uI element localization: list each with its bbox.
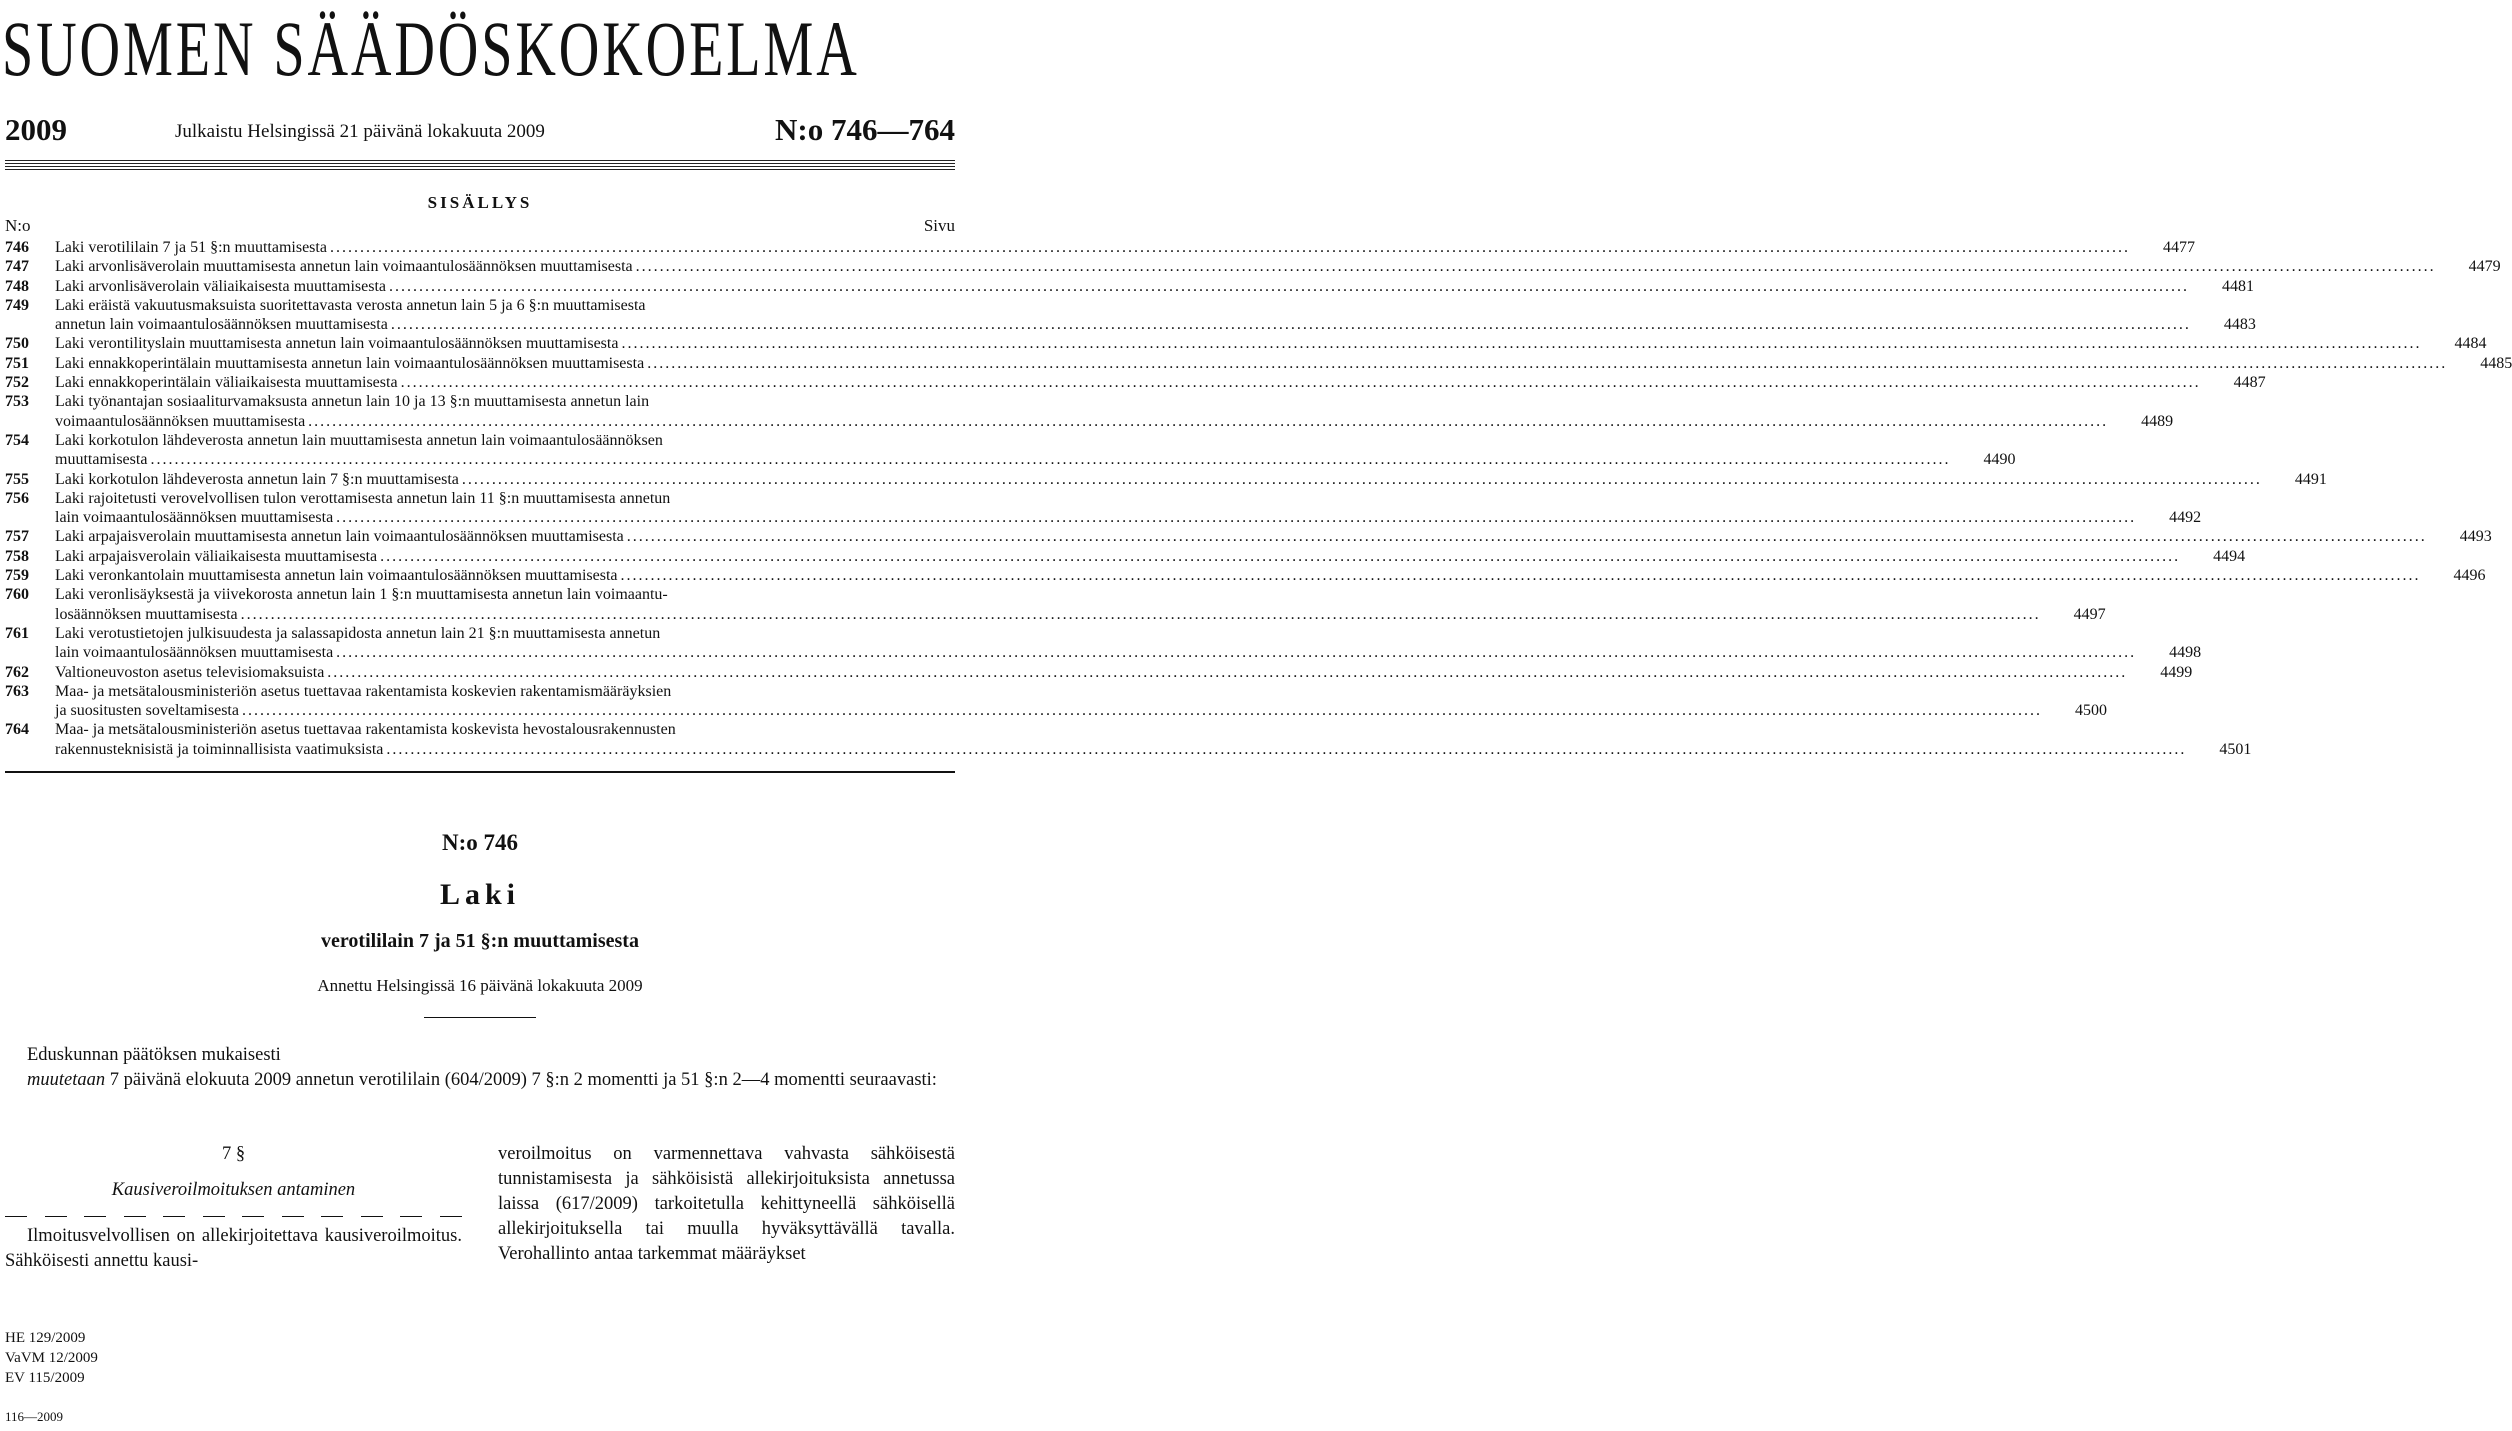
toc-entry-title: voimaantulosäännöksen muuttamisesta: [55, 412, 306, 430]
toc-entry-number: 762: [5, 663, 29, 681]
toc-entry-number: 755: [5, 470, 29, 488]
preamble-amend-verb: muutetaan: [27, 1070, 106, 1090]
legislative-references: [5, 1328, 98, 1388]
toc-entry-title: Laki työnantajan sosiaaliturvamaksusta annetun lain 10 ja 13 §:n muuttamisesta annetun lain: [55, 393, 650, 411]
toc-leader-dots: ............................................................................................................................................................................................................................................................................................................: [461, 470, 2262, 488]
toc-entry-title: Laki korkotulon lähdeverosta annetun lain muuttamisesta annetun lain voimaantulosäännöksen: [55, 431, 663, 449]
toc-entry-title: Valtioneuvoston asetus televisiomaksuista: [55, 663, 325, 681]
toc-entry-page: 4489: [2141, 412, 2174, 430]
toc-entry: [5, 277, 2255, 296]
toc-entry-title: annetun lain voimaantulosäännöksen muuttamisesta: [55, 316, 388, 334]
toc-entry-title: Laki arpajaisverolain muuttamisesta annetun lain voimaantulosäännöksen muuttamisesta: [55, 528, 624, 546]
toc-entry-page: 4492: [2169, 509, 2202, 527]
preamble-amendment: [5, 1068, 955, 1093]
table-of-contents: [5, 238, 2512, 759]
title-rule: [424, 1017, 536, 1018]
toc-entry-number: 751: [5, 354, 29, 372]
toc-leader-dots: ............................................................................................................................................................................................................................................................................................................: [647, 354, 2448, 372]
toc-entry-page: 4484: [2454, 335, 2487, 353]
toc-leader-dots: ............................................................................................................................................................................................................................................................................................................: [390, 316, 2191, 334]
toc-col-no: N:o: [5, 216, 31, 235]
toc-entry-number: 758: [5, 547, 29, 565]
toc-leader-dots: ............................................................................................................................................................................................................................................................................................................: [329, 239, 2130, 256]
toc-entry-page: 4490: [1983, 451, 2016, 469]
toc-entry-number: 763: [5, 682, 29, 700]
toc-entry-title: Laki veronlisäyksestä ja viivekorosta annetun lain 1 §:n muuttamisesta annetun lain voimaantu-: [55, 586, 668, 604]
toc-entry-page: 4483: [2223, 316, 2256, 334]
act-given: Annettu Helsingissä 16 päivänä lokakuuta 2009: [317, 976, 643, 995]
toc-entry-title: Laki ennakkoperintälain muuttamisesta annetun lain voimaantulosäännöksen muuttamisesta: [55, 354, 645, 372]
issue-year: 2009: [5, 112, 67, 147]
toc-entry: [5, 663, 2193, 682]
toc-entry-title: lain voimaantulosäännöksen muuttamisesta: [55, 509, 334, 527]
toc-entry-title: Laki ennakkoperintälain väliaikaisesta muuttamisesta: [55, 374, 398, 392]
toc-leader-dots: ............................................................................................................................................................................................................................................................................................................: [400, 374, 2201, 392]
toc-entry-page: 4501: [2219, 740, 2252, 758]
toc-leader-dots: ............................................................................................................................................................................................................................................................................................................: [635, 258, 2436, 276]
toc-entry-page: 4481: [2222, 277, 2255, 295]
toc-entry-page: 4487: [2233, 374, 2266, 392]
toc-leader-dots: ............................................................................................................................................................................................................................................................................................................: [380, 547, 2181, 565]
toc-entry-title: Laki arpajaisverolain väliaikaisesta muuttamisesta: [55, 547, 378, 565]
toc-leader-dots: ............................................................................................................................................................................................................................................................................................................: [386, 740, 2187, 758]
toc-entry-number: 754: [5, 431, 29, 449]
toc-entry-title: Laki arvonlisäverolain muuttamisesta annetun lain voimaantulosäännöksen muuttamisesta: [55, 258, 633, 276]
toc-entry-page: 4485: [2480, 354, 2512, 372]
reference-item: HE 129/2009: [5, 1330, 86, 1346]
toc-entry-page: 4498: [2169, 644, 2202, 662]
toc-entry-title: Laki arvonlisäverolain väliaikaisesta muuttamisesta: [55, 277, 387, 295]
toc-entry: [5, 470, 2327, 489]
toc-entry-number: 752: [5, 374, 29, 392]
toc-entry: [5, 257, 2501, 276]
toc-entry: [5, 489, 2202, 528]
section-paragraph: Ilmoitusvelvollisen on allekirjoitettava kausiveroilmoitus. Sähköisesti annettu kausi-: [5, 1226, 462, 1271]
section-number: 7 §: [221, 1144, 246, 1164]
toc-entry-title: Laki rajoitetusti verovelvollisen tulon verottamisesta annetun lain 11 §:n muuttamisesta annetun: [55, 489, 671, 507]
toc-entry-title: Laki verontilityslain muuttamisesta annetun lain voimaantulosäännöksen muuttamisesta: [55, 335, 619, 353]
toc-entry-title: Laki korkotulon lähdeverosta annetun lain 7 §:n muuttamisesta: [55, 470, 459, 488]
toc-entry-title: rakennusteknisistä ja toiminnallisista vaatimuksista: [55, 740, 384, 758]
toc-leader-dots: ............................................................................................................................................................................................................................................................................................................: [336, 644, 2137, 662]
toc-entry-page: 4500: [2074, 702, 2107, 720]
toc-entry: [5, 296, 2256, 335]
toc-entry: [5, 624, 2202, 663]
preamble: [5, 1043, 955, 1093]
toc-entry-number: 764: [5, 721, 29, 739]
toc-entry-number: 749: [5, 296, 29, 314]
toc-entry-title: losäännöksen muuttamisesta: [55, 605, 238, 623]
toc-entry-number: 761: [5, 624, 29, 642]
toc-leader-dots: ............................................................................................................................................................................................................................................................................................................: [620, 567, 2421, 585]
masthead-title: SUOMEN SÄÄDÖSKOKOELMA: [2, 5, 860, 92]
toc-entry-number: 748: [5, 277, 29, 295]
toc-entry-title: ja suositusten soveltamisesta: [55, 702, 239, 720]
act-type: Laki: [439, 878, 521, 911]
toc-entry: [5, 527, 2492, 546]
act-number: N:o 746: [441, 830, 519, 855]
issue-numbers: N:o 746—764: [775, 112, 955, 147]
toc-col-page: Sivu: [923, 216, 955, 235]
toc-entry-title: Laki eräistä vakuutusmaksuista suoritettavasta verosta annetun lain 5 ja 6 §:n muuttamisesta: [55, 296, 646, 314]
toc-entry-title: Laki verotustietojen julkisuudesta ja salassapidosta annetun lain 21 §:n muuttamisesta annetun: [55, 624, 661, 642]
toc-entry: [5, 585, 2106, 624]
toc-entry-page: 4477: [2162, 239, 2195, 256]
toc-leader-dots: ............................................................................................................................................................................................................................................................................................................: [241, 702, 2042, 720]
text-column-right: veroilmoitus on varmennettava vahvasta sähköisestä tunnistamisesta ja sähköisistä allekirjoituksista annetussa laissa (617/2009) tarkoitetulla kehittyneellä sähköisellä allekirjoituksella tai muulla hyväksyttävällä tavalla. Verohallinto antaa tarkemmat määräykset: [498, 1144, 955, 1264]
toc-entry-page: 4496: [2453, 567, 2486, 585]
section-heading: Kausiveroilmoituksen antaminen: [111, 1180, 356, 1200]
toc-leader-dots: ............................................................................................................................................................................................................................................................................................................: [626, 528, 2427, 546]
toc-entry-number: 753: [5, 393, 29, 411]
preamble-amend-text: 7 päivänä elokuuta 2009 annetun verotililain (604/2009) 7 §:n 2 momentti ja 51 §:n 2—4 momentti seuraavasti:: [105, 1070, 937, 1090]
toc-entry: [5, 547, 2246, 566]
toc-entry: [5, 566, 2486, 585]
toc-leader-dots: ............................................................................................................................................................................................................................................................................................................: [240, 605, 2041, 623]
toc-entry: [5, 354, 2512, 373]
toc-entry-title: Laki veronkantolain muuttamisesta annetun lain voimaantulosäännöksen muuttamisesta: [55, 567, 618, 585]
toc-entry-title: Laki verotililain 7 ja 51 §:n muuttamisesta: [55, 239, 327, 256]
preamble-enactment: Eduskunnan päätöksen mukaisesti: [27, 1045, 281, 1065]
toc-entry-number: 750: [5, 335, 29, 353]
toc-entry-number: 746: [5, 239, 29, 256]
toc-leader-dots: ............................................................................................................................................................................................................................................................................................................: [150, 451, 1951, 469]
toc-entry-page: 4493: [2459, 528, 2492, 546]
toc-entry: [5, 238, 2195, 257]
toc-entry-number: 756: [5, 489, 29, 507]
toc-entry-page: 4497: [2073, 605, 2106, 623]
omission-dashes: [5, 1211, 462, 1221]
toc-entry: [5, 373, 2266, 392]
toc-entry: [5, 682, 2107, 721]
toc-entry: [5, 392, 2174, 431]
toc-entry-page: 4491: [2294, 470, 2327, 488]
reference-item: EV 115/2009: [5, 1370, 85, 1386]
toc-entry: [5, 720, 2252, 759]
toc-entry-number: 747: [5, 258, 29, 276]
text-column-left: [5, 1142, 462, 1274]
masthead-rules: [5, 160, 955, 172]
act-title: verotililain 7 ja 51 §:n muuttamisesta: [321, 930, 639, 952]
toc-leader-dots: ............................................................................................................................................................................................................................................................................................................: [308, 412, 2109, 430]
toc-leader-dots: ............................................................................................................................................................................................................................................................................................................: [336, 509, 2137, 527]
page-identifier: 116—2009: [5, 1409, 64, 1424]
toc-entry: [5, 334, 2487, 353]
toc-entry-page: 4499: [2160, 663, 2193, 681]
toc-entry-page: 4494: [2213, 547, 2246, 565]
toc-entry-title: muuttamisesta: [55, 451, 148, 469]
toc-entry-title: Maa- ja metsätalousministeriön asetus tuettavaa rakentamista koskevista hevostalousrakennusten: [55, 721, 676, 739]
toc-title: SISÄLLYS: [427, 193, 533, 212]
section-divider: [5, 771, 955, 773]
toc-entry-number: 760: [5, 586, 29, 604]
toc-entry-title: lain voimaantulosäännöksen muuttamisesta: [55, 644, 334, 662]
toc-leader-dots: ............................................................................................................................................................................................................................................................................................................: [389, 277, 2190, 295]
toc-entry: [5, 431, 2016, 470]
reference-item: VaVM 12/2009: [5, 1350, 98, 1366]
toc-entry-page: 4479: [2468, 258, 2501, 276]
issue-published: Julkaistu Helsingissä 21 päivänä lokakuuta 2009: [175, 121, 545, 142]
toc-entry-number: 759: [5, 567, 29, 585]
toc-entry-title: Maa- ja metsätalousministeriön asetus tuettavaa rakentamista koskevien rakentamismääräyksien: [55, 682, 672, 700]
toc-leader-dots: ............................................................................................................................................................................................................................................................................................................: [621, 335, 2422, 353]
toc-leader-dots: ............................................................................................................................................................................................................................................................................................................: [327, 663, 2128, 681]
toc-entry-number: 757: [5, 528, 29, 546]
issue-line: [5, 112, 955, 146]
